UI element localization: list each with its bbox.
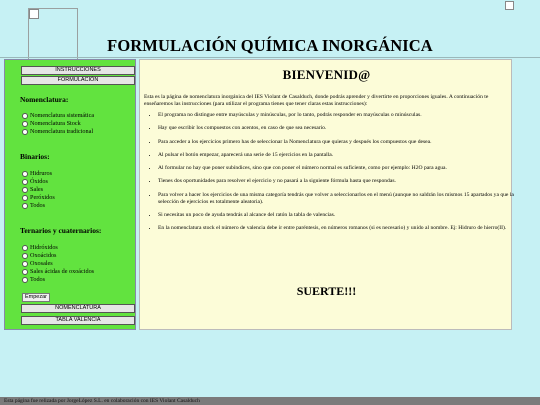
list-item: • Para acceder a los ejercicios primero has de seleccionar la Nomenclatura que quieras y después los compuestos que desea. <box>158 139 514 146</box>
broken-image-icon <box>505 1 514 10</box>
radio-option-ternarios-todos[interactable] <box>22 276 45 284</box>
list-item: • Al formular no hay que poner subíndices, sino que con poner el número normal es suficiente, como por ejemplo: H2O para agua. <box>158 165 514 172</box>
radio-button[interactable] <box>22 277 28 283</box>
radio-button[interactable] <box>22 179 28 185</box>
radio-label: Sales ácidas de oxoácidos <box>30 268 95 275</box>
radio-button[interactable] <box>22 187 28 193</box>
radio-option-hidruros[interactable] <box>22 170 52 178</box>
radio-label: Todos <box>30 202 46 209</box>
header-divider <box>0 57 540 58</box>
list-item: • Al pulsar el botón empezar, aparecerá una serie de 15 ejercicios en la pantalla. <box>158 152 514 159</box>
welcome-heading: BIENVENID@ <box>282 67 371 82</box>
intro-paragraph: Esta es la página de nomenclatura inorgánica del IES Violant de Casalduch, donde podrás aprender y divertirte en proporciones iguales. A continuación te enseñaremos las instrucciones (para utilizar el programa tienes que tener claras estas instrucciones): <box>144 94 489 107</box>
radio-label: Oxosales <box>30 260 53 267</box>
main-content <box>139 59 512 330</box>
page-title: FORMULACIÓN QUÍMICA INORGÁNICA <box>107 36 433 55</box>
radio-button[interactable] <box>22 121 28 127</box>
radio-button[interactable] <box>22 129 28 135</box>
radio-label: Oxoácidos <box>30 252 57 259</box>
list-item: • Tienes dos oportunidades para resolver el ejercicio y no pasará a la siguiente fórmula hasta que respondas. <box>158 178 514 185</box>
sidebar <box>4 59 136 330</box>
radio-option-oxoacidos[interactable] <box>22 252 56 260</box>
good-luck-heading: SUERTE!!! <box>296 284 357 298</box>
radio-button[interactable] <box>22 195 28 201</box>
radio-button[interactable] <box>22 113 28 119</box>
radio-label: Sales <box>30 186 44 193</box>
radio-label: Nomenclatura Stock <box>30 120 81 127</box>
nomenclatura-button[interactable]: NOMENCLATURA <box>21 304 135 313</box>
radio-option-binarios-todos[interactable] <box>22 202 45 210</box>
list-item: • En la nomenclatura stock el número de valencia debe ir entre paréntesis, en números romanos (si es necesario) y unido al nombre. Ej: Hidruro de hierro(II). <box>158 225 514 232</box>
instrucciones-button[interactable]: INSTRUCCIONES <box>21 66 135 75</box>
radio-label: Nomenclatura sistemática <box>30 112 95 119</box>
radio-option-nomenclatura-tradicional[interactable] <box>22 128 93 136</box>
radio-option-oxidos[interactable] <box>22 178 48 186</box>
empezar-button[interactable]: Empezar <box>22 293 50 302</box>
radio-option-nomenclatura-sistematica[interactable] <box>22 112 94 120</box>
footer-credits: Esta página fue relizada por JorgeLópez S.L. en colaboración con IES Violant Casalduch <box>0 397 540 405</box>
radio-button[interactable] <box>22 171 28 177</box>
radio-label: Hidruros <box>30 170 52 177</box>
radio-option-sales[interactable] <box>22 186 43 194</box>
radio-option-hidroxidos[interactable] <box>22 244 58 252</box>
radio-button[interactable] <box>22 245 28 251</box>
radio-button[interactable] <box>22 253 28 259</box>
formulacion-button[interactable]: FORMULACIÓN <box>21 76 135 85</box>
radio-option-oxosales[interactable] <box>22 260 53 268</box>
radio-button[interactable] <box>22 269 28 275</box>
radio-label: Todos <box>30 276 46 283</box>
radio-option-peroxidos[interactable] <box>22 194 55 202</box>
ternarios-heading: Ternarios y cuaternarios: <box>20 226 102 235</box>
list-item: • Hay que escribir los compuestos con acentos, en caso de que sea necesario. <box>158 125 514 132</box>
radio-label: Peróxidos <box>30 194 55 201</box>
radio-option-sales-acidas[interactable] <box>22 268 94 276</box>
radio-label: Nomenclatura tradicional <box>30 128 94 135</box>
list-item: • Si necesitas un poco de ayuda tendrás al alcance del ratón la tabla de valencias. <box>158 212 514 219</box>
radio-button[interactable] <box>22 261 28 267</box>
nomenclatura-heading: Nomenclatura: <box>20 95 69 104</box>
tabla-valencia-button[interactable]: TABLA VALENCIA <box>21 316 135 325</box>
radio-label: Hidróxidos <box>30 244 58 251</box>
instructions-list <box>148 112 514 232</box>
radio-option-nomenclatura-stock[interactable] <box>22 120 81 128</box>
radio-button[interactable] <box>22 203 28 209</box>
list-item: • Para volver a hacer los ejercicios de una misma categoría tendrás que volver a seleccionarlos en el menú (aunque no saldrán los mismos 15 apartados ya que la selección de ejercicios es totalmente aleatoria). <box>158 192 514 206</box>
binarios-heading: Binarios: <box>20 152 50 161</box>
list-item: • El programa no distingue entre mayúsculas y minúsculas, por lo tanto, podrás responder en mayúsculas o minúsculas. <box>158 112 514 119</box>
radio-label: Óxidos <box>30 178 48 185</box>
